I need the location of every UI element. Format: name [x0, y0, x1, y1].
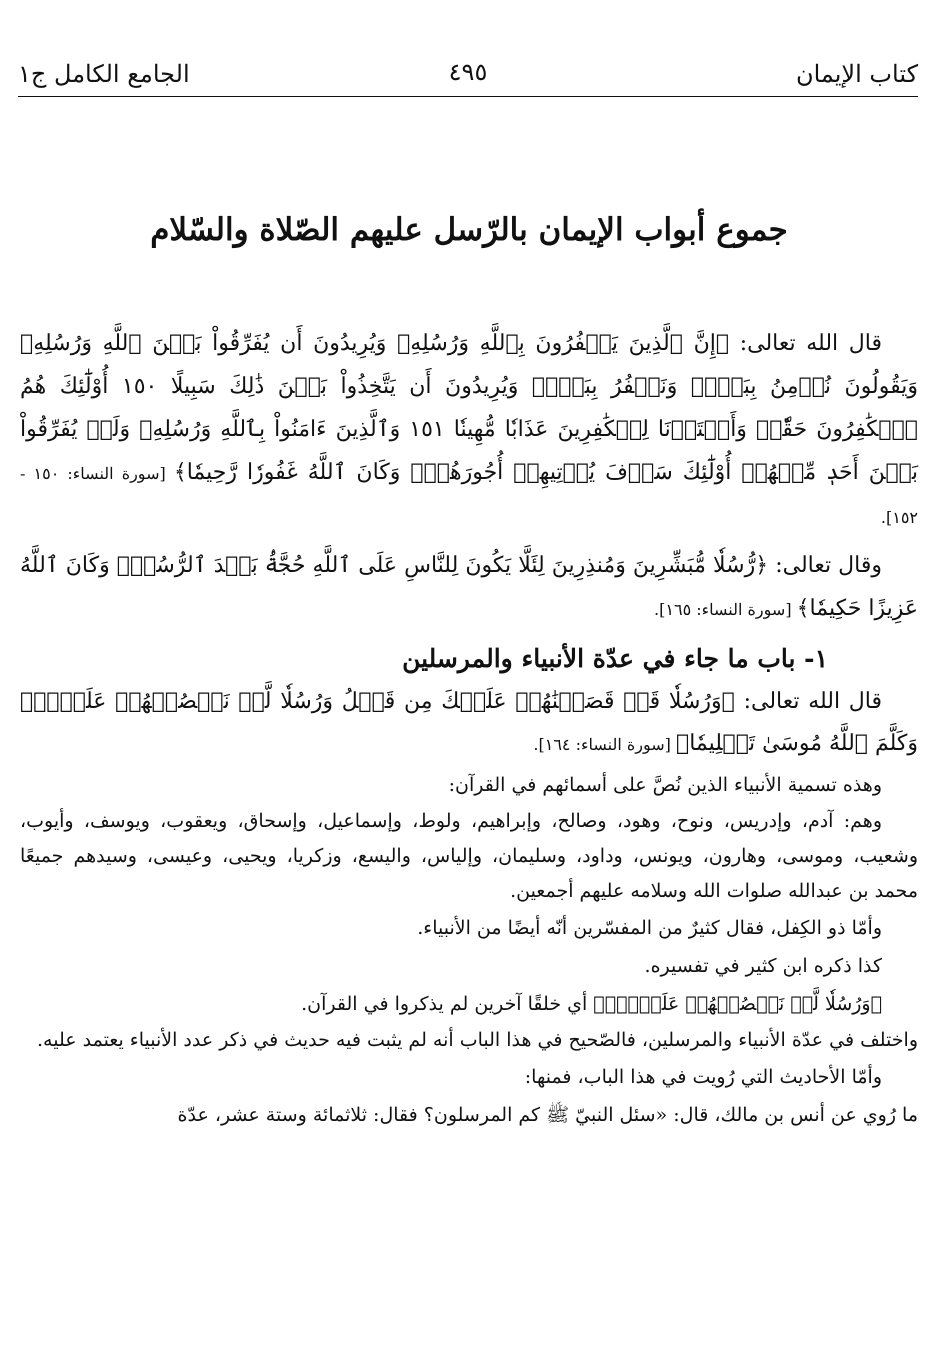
paragraph-prophets-intro: وهذه تسمية الأنبياء الذين نُصَّ على أسمائهم في القرآن: [448, 774, 882, 796]
paragraph-hadiths-intro: وأمّا الأحاديث التي رُويت في هذا الباب، فمنها: [524, 1066, 882, 1088]
intro-text: قال الله تعالى: [729, 331, 882, 356]
paragraph-quran-4-164 [20, 681, 918, 766]
section-heading: ١- باب ما جاء في عدّة الأنبياء والمرسلين [402, 644, 828, 673]
quran-verse: ﴿رُّسُلٗا مُّبَشِّرِينَ وَمُنذِرِينَ لِئَلَّا يَكُونَ لِلنَّاسِ عَلَى ٱللَّهِ حُجَّةُۢ بَعۡدَ ٱلرُّسُلِۚ وَكَانَ ٱللَّهُ عَزِيزًا حَكِيمٗا﴾ [20, 553, 918, 621]
surah-reference: [سورة النساء: ١٦٤]. [533, 735, 677, 754]
header-collection-title: الجامع الكامل ج١ [18, 60, 190, 88]
page-header [18, 52, 918, 98]
paragraph-number-dispute: واختلف في عدّة الأنبياء والمرسلين، فالصّحيح في هذا الباب أنه لم يثبت فيه حديث في ذكر عدد الأنبياء يعتمد عليه. [36, 1029, 918, 1051]
intro-text: وقال تعالى: [768, 553, 882, 578]
surah-reference: [سورة النساء: ١٥٠ - ١٥٢]. [20, 464, 918, 527]
paragraph-prophets-list [20, 804, 918, 909]
intro-text: قال الله تعالى: [734, 689, 882, 714]
paragraph-quran-4-150 [20, 322, 918, 539]
prophets-list-text: وهم: آدم، وإدريس، ونوح، وهود، وصالح، وإبراهيم، ولوط، وإسماعيل، وإسحاق، ويعقوب، ويوسف، وأيوب، وشعيب، وموسى، وهارون، ويونس، وداود، وسليمان، وإلياس، واليسع، وزكريا، ويحيى، وعيسى، وسيدهم جميعًا محمد بن عبدالله صلوات الله وسلامه عليهم أجمعين. [20, 810, 918, 902]
paragraph-anas-hadith: ما رُوي عن أنس بن مالك، قال: «سئل النبيّ ﷺ كم المرسلون؟ فقال: ثلاثمائة وستة عشر، عدّة [177, 1104, 918, 1126]
quran-verse: ﴿إِنَّ ٱلَّذِينَ يَكۡفُرُونَ بِٱللَّهِ وَرُسُلِهِۦ وَيُرِيدُونَ أَن يُفَرِّقُواْ بَيۡنَ ٱللَّهِ وَرُسُلِهِۦ وَيَقُولُونَ نُؤۡمِنُ بِبَعۡضٖ وَنَكۡفُرُ بِبَعۡضٖ وَيُرِيدُونَ أَن يَتَّخِذُواْ بَيۡنَ ذَٰلِكَ سَبِيلًا ١٥٠ أُوْلَٰٓئِكَ هُمُ ٱلۡكَٰفِرُونَ حَقّٗاۚ وَأَعۡتَدۡنَا لِلۡكَٰفِرِينَ عَذَابٗا مُّهِينٗا ١٥١ وَٱلَّذِينَ ءَامَنُواْ بِٱللَّهِ وَرُسُلِهِۦ وَلَمۡ يُفَرِّقُواْ بَيۡنَ أَحَدٖ مِّنۡهُمۡ أُوْلَٰٓئِكَ سَوۡفَ يُؤۡتِيهِمۡ أُجُورَهُمۡۚ وَكَانَ ٱللَّهُ غَفُورٗا رَّحِيمٗا﴾ [20, 331, 919, 485]
explanation-text: أي خلقًا آخرين لم يذكروا في القرآن. [301, 993, 594, 1015]
header-page-number: ٤٩٥ [448, 58, 488, 86]
paragraph-unnamed-messengers [20, 985, 918, 1023]
chapter-title: جموع أبواب الإيمان بالرّسل عليهم الصّلاة والسّلام [150, 212, 788, 248]
quran-verse: ﴿وَرُسُلٗا لَّمۡ نَقۡصُصۡهُمۡ عَلَيۡكَۚ﴾ [593, 993, 882, 1015]
quran-verse: ﴿وَرُسُلٗا قَدۡ قَصَصۡنَٰهُمۡ عَلَيۡكَ مِن قَبۡلُ وَرُسُلٗا لَّمۡ نَقۡصُصۡهُمۡ عَلَيۡكَۚ وَكَلَّمَ ٱللَّهُ مُوسَىٰ تَكۡلِيمٗا﴾ [20, 689, 918, 756]
page-body [20, 322, 918, 1134]
paragraph-quran-4-165 [20, 544, 918, 631]
paragraph-ibn-kathir: كذا ذكره ابن كثير في تفسيره. [644, 955, 882, 977]
surah-reference: [سورة النساء: ١٦٥]. [654, 600, 797, 619]
header-divider [18, 96, 918, 97]
paragraph-dhul-kifl: وأمّا ذو الكِفل، فقال كثيرٌ من المفسّرين أنّه أيضًا من الأنبياء. [417, 917, 882, 939]
header-book-title: كتاب الإيمان [795, 60, 918, 88]
